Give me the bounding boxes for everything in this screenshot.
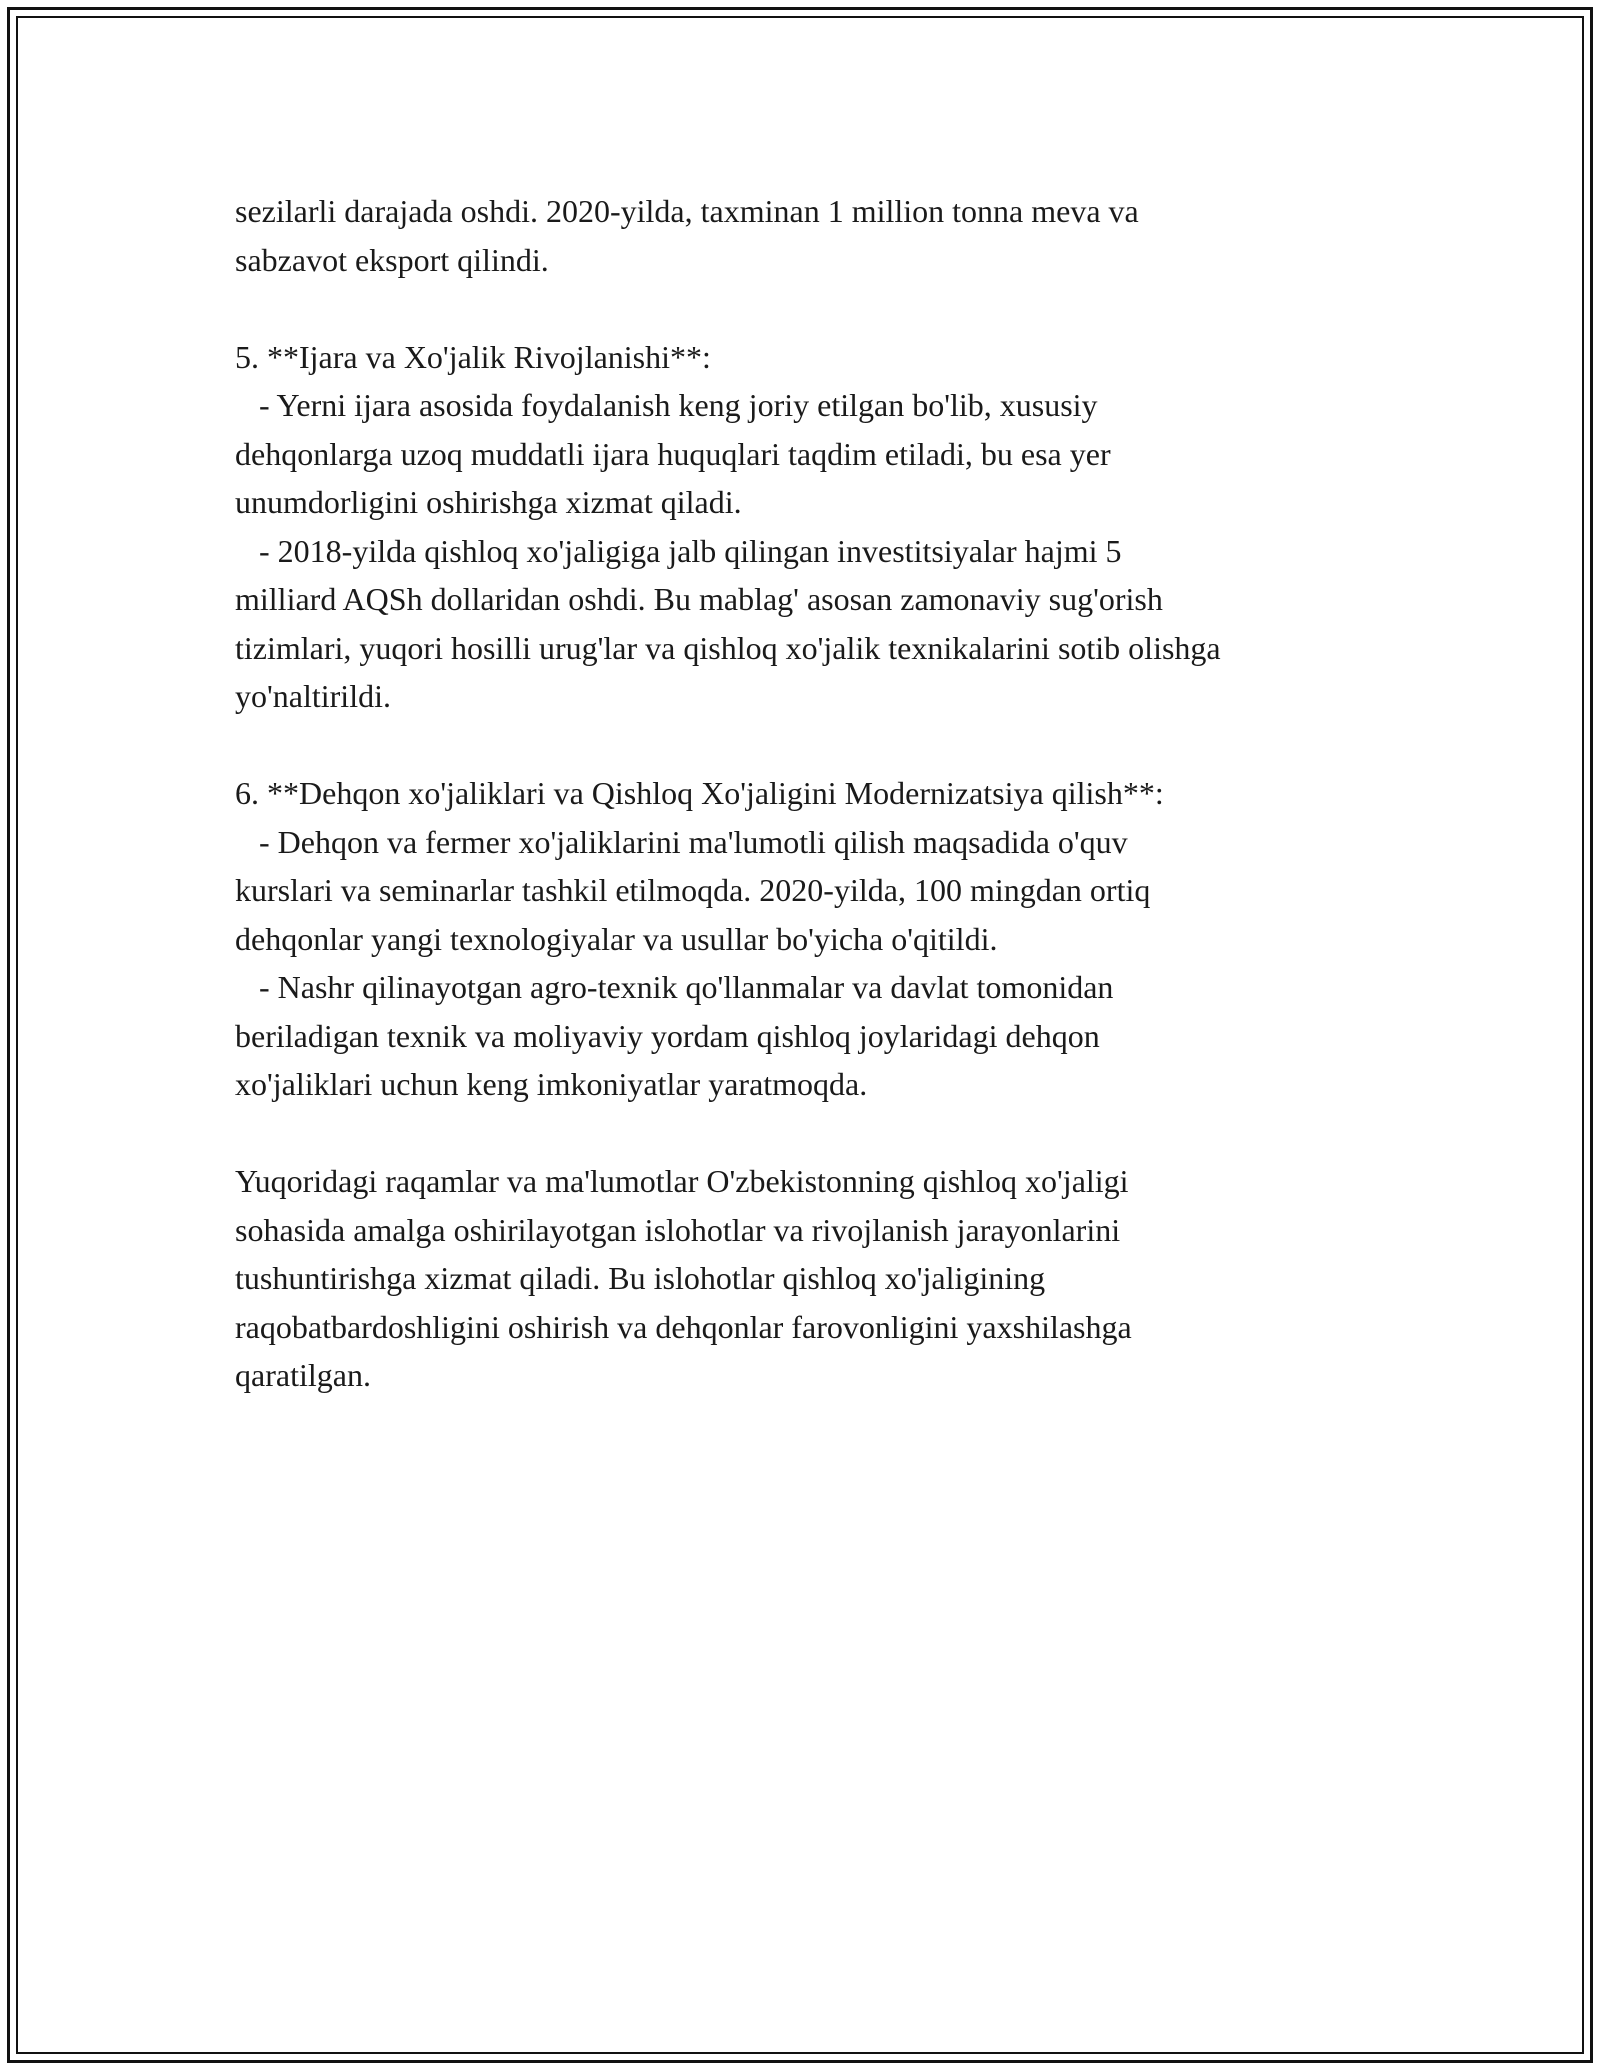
conclusion-line: qaratilgan. bbox=[235, 1357, 371, 1393]
text-line: - Yerni ijara asosida foydalanish keng joriy etilgan bo'lib, xususiy bbox=[235, 387, 1098, 423]
text-line: tizimlari, yuqori hosilli urug'lar va qishloq xo'jalik texnikalarini sotib olishga bbox=[235, 629, 1221, 666]
text-line: xo'jaliklari uchun keng imkoniyatlar yaratmoqda. bbox=[235, 1066, 868, 1102]
section-heading-5: 5. **Ijara va Xo'jalik Rivojlanishi**: bbox=[235, 338, 711, 375]
text-line: dehqonlar yangi texnologiyalar va usullar bo'yicha o'qitildi. bbox=[235, 920, 998, 957]
section-heading-6: 6. **Dehqon xo'jaliklari va Qishloq Xo'jaligini Modernizatsiya qilish**: bbox=[235, 775, 1164, 811]
conclusion-line: tushuntirishga xizmat qiladi. Bu islohotlar qishloq xo'jaligining bbox=[235, 1260, 1046, 1296]
text-line: dehqonlarga uzoq muddatli ijara huquqlari taqdim etiladi, bu esa yer bbox=[235, 435, 1111, 472]
text-line: sabzavot eksport qilindi. bbox=[235, 241, 549, 278]
blank-line bbox=[235, 721, 1395, 770]
conclusion-line: raqobatbardoshligini oshirish va dehqonlar farovonligini yaxshilashga bbox=[235, 1308, 1132, 1345]
blank-line bbox=[235, 1109, 1395, 1158]
text-line: milliard AQSh dollaridan oshdi. Bu mablag' asosan zamonaviy sug'orish bbox=[235, 581, 1163, 617]
text-line: yo'naltirildi. bbox=[235, 678, 391, 714]
text-line: - Nashr qilinayotgan agro-texnik qo'llanmalar va davlat tomonidan bbox=[235, 969, 1114, 1005]
blank-line bbox=[235, 284, 1395, 333]
document-body bbox=[235, 187, 1395, 1400]
text-line: - 2018-yilda qishloq xo'jaligiga jalb qilingan investitsiyalar hajmi 5 bbox=[235, 532, 1122, 569]
text-line: unumdorligini oshirishga xizmat qiladi. bbox=[235, 484, 742, 520]
conclusion-line: Yuqoridagi raqamlar va ma'lumotlar O'zbekistonning qishloq xo'jaligi bbox=[235, 1163, 1129, 1199]
text-line: - Dehqon va fermer xo'jaliklarini ma'lumotli qilish maqsadida o'quv bbox=[235, 823, 1128, 860]
text-line: kurslari va seminarlar tashkil etilmoqda. 2020-yilda, 100 mingdan ortiq bbox=[235, 872, 1151, 908]
text-line: beriladigan texnik va moliyaviy yordam qishloq joylaridagi dehqon bbox=[235, 1017, 1100, 1054]
text-line: sezilarli darajada oshdi. 2020-yilda, taxminan 1 million tonna meva va bbox=[235, 193, 1139, 229]
conclusion-line: sohasida amalga oshirilayotgan islohotlar va rivojlanish jarayonlarini bbox=[235, 1211, 1121, 1248]
